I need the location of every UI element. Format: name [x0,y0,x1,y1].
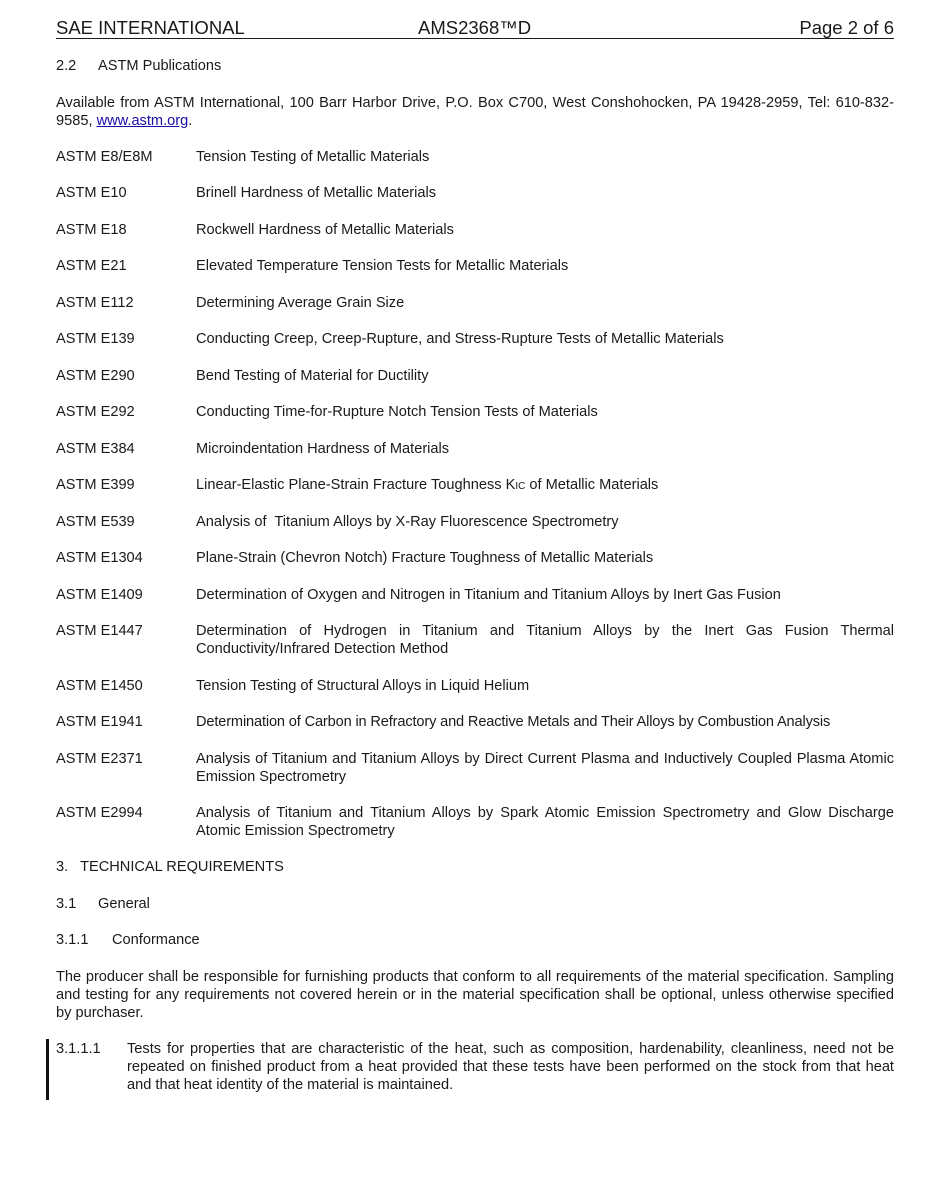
reference-code: ASTM E1450 [56,678,143,694]
section-title: Conformance [112,932,200,948]
reference-code: ASTM E292 [56,404,135,420]
reference-code: ASTM E139 [56,331,135,347]
section-title: General [98,896,150,912]
header-page-number: Page 2 of 6 [799,17,894,38]
paragraph-text: Tests for properties that are characteristic of the heat, such as composition, hardenability, cleanliness, need not be repeated on finished product from a heat provided that these tests have been performed on the stock from that heat and that heat identity of the material is maintained. [127,1041,894,1093]
reference-code: ASTM E399 [56,477,135,493]
section-2-2-heading [56,57,221,75]
astm-website-link[interactable]: www.astm.org [96,113,189,129]
section-3-1-heading [56,895,150,913]
reference-title: Determination of Carbon in Refractory and Reactive Metals and Their Alloys by Combustion Analysis [196,714,831,730]
section-title: ASTM Publications [98,58,222,74]
reference-title: Brinell Hardness of Metallic Materials [196,185,437,201]
reference-title: Determination of Hydrogen in Titanium and Titanium Alloys by the Inert Gas Fusion Thermal Conductivity/Infrared Detection Method [196,623,894,657]
reference-title: Tension Testing of Structural Alloys in Liquid Helium [196,678,530,694]
subscript-ic: IC [515,481,526,492]
conformance-paragraph: The producer shall be responsible for furnishing products that conform to all requirements of the material specification. Sampling and testing for any requirements not covered herein or in the material specification shall be optional, unless otherwise specified by purchaser. [56,969,894,1021]
title-text: Linear-Elastic Plane-Strain Fracture Toughness K [196,477,516,493]
section-number: 2.2 [56,58,77,74]
reference-title: Plane-Strain (Chevron Notch) Fracture Toughness of Metallic Materials [196,550,654,566]
reference-code: ASTM E384 [56,441,135,457]
title-text: of Metallic Materials [525,477,659,493]
reference-code: ASTM E21 [56,258,127,274]
reference-title: Conducting Creep, Creep-Rupture, and Stress-Rupture Tests of Metallic Materials [196,331,724,347]
section-3-heading: 3. TECHNICAL REQUIREMENTS [56,859,284,875]
reference-code: ASTM E1409 [56,587,143,603]
reference-title: Microindentation Hardness of Materials [196,441,450,457]
reference-code: ASTM E1941 [56,714,143,730]
reference-title: Tension Testing of Metallic Materials [196,149,430,165]
section-number: 3.1.1 [56,932,89,948]
reference-code: ASTM E1447 [56,623,143,639]
availability-period: . [188,113,193,129]
reference-code: ASTM E8/E8M [56,149,153,165]
section-3-1-1-heading [56,931,200,949]
reference-code: ASTM E2371 [56,751,143,767]
reference-title: Analysis of Titanium Alloys by X-Ray Fluorescence Spectrometry [196,514,619,530]
reference-title: Rockwell Hardness of Metallic Materials [196,222,454,238]
availability-text: Available from ASTM International, 100 Barr Harbor Drive, P.O. Box C700, West Conshohocken, PA 19428-2959, Tel: 610-832-9585, [56,95,894,129]
section-number: 3.1 [56,896,77,912]
reference-title: Elevated Temperature Tension Tests for Metallic Materials [196,258,569,274]
reference-code: ASTM E1304 [56,550,143,566]
header-doc-number: AMS2368™D [418,17,532,38]
reference-title: Bend Testing of Material for Ductility [196,368,429,384]
page-header [56,0,894,39]
reference-title: Determination of Oxygen and Nitrogen in Titanium and Titanium Alloys by Inert Gas Fusion [196,587,781,603]
reference-code: ASTM E18 [56,222,127,238]
reference-code: ASTM E10 [56,185,127,201]
reference-code: ASTM E539 [56,514,135,530]
revision-change-bar [46,1039,49,1100]
reference-title: Analysis of Titanium and Titanium Alloys by Direct Current Plasma and Inductively Coupled Plasma Atomic Emission Spectrometry [196,751,894,785]
reference-code: ASTM E290 [56,368,135,384]
reference-code: ASTM E112 [56,295,134,311]
header-organization: SAE INTERNATIONAL [56,17,245,38]
reference-title [196,476,894,496]
reference-title: Analysis of Titanium and Titanium Alloys by Spark Atomic Emission Spectrometry and Glow Discharge Atomic Emission Spectrometry [196,805,894,839]
astm-availability-text [56,94,894,130]
reference-title: Determining Average Grain Size [196,295,405,311]
reference-title: Conducting Time-for-Rupture Notch Tension Tests of Materials [196,404,598,420]
reference-code: ASTM E2994 [56,805,143,821]
paragraph-number: 3.1.1.1 [56,1041,101,1057]
document-page [56,0,894,1093]
